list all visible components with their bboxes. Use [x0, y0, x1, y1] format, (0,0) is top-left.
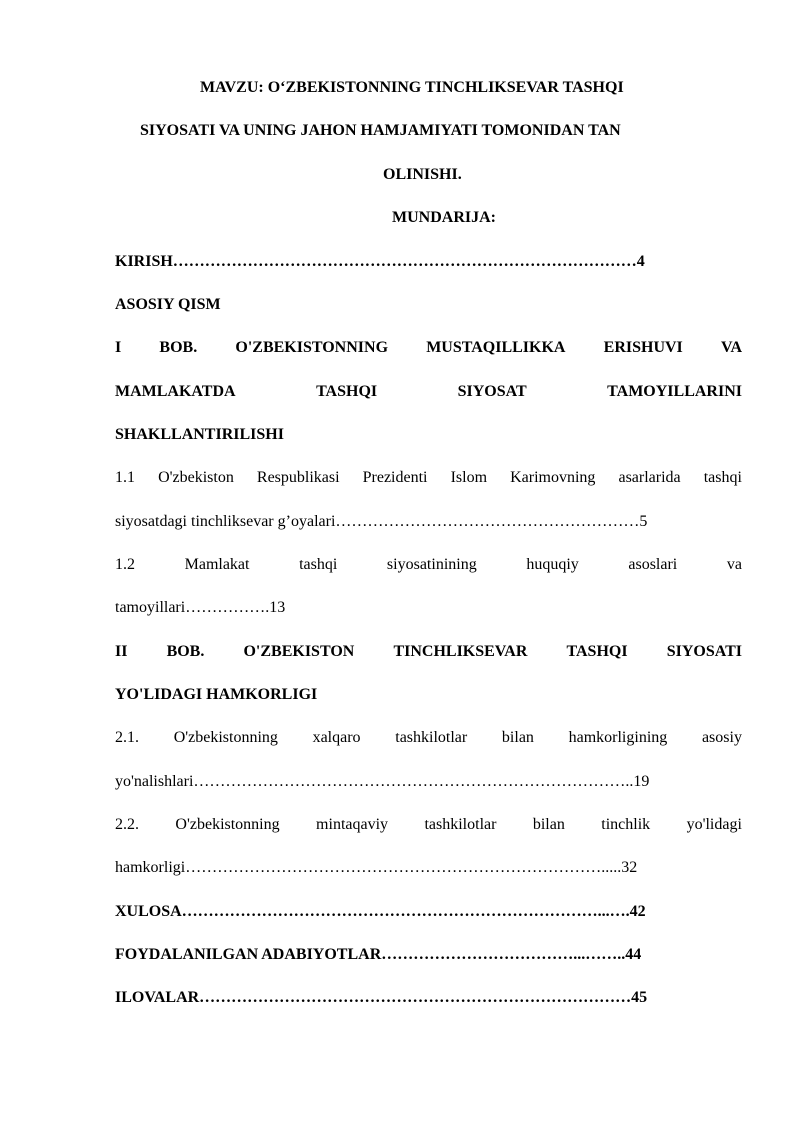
word: II [115, 643, 128, 660]
word: tashqi [299, 556, 338, 573]
word: TAMOYILLARINI [607, 383, 742, 400]
word: 1.1 [115, 469, 135, 486]
word: 2.2. [115, 816, 139, 833]
word: mintaqaviy [316, 816, 389, 833]
word: BOB. [159, 339, 198, 356]
word: va [726, 556, 742, 573]
word: MAMLAKATDA [115, 383, 236, 400]
word: Mamlakat [184, 556, 250, 573]
word: yo'lidagi [686, 816, 742, 833]
toc-chapter-2-line-2: YO'LIDAGI HAMKORLIGI [115, 686, 318, 703]
word: huquqiy [526, 556, 579, 573]
toc-chapter-1-line-2 [115, 382, 742, 402]
word: O'ZBEKISTON [243, 643, 355, 660]
word: TINCHLIKSEVAR [393, 643, 528, 660]
word: asosiy [701, 729, 742, 746]
toc-subsection-2-2-line-1 [115, 815, 742, 835]
toc-subsection-2-1-line-2: yo'nalishlari………………………………………………………………………..19 [115, 773, 650, 790]
word: SIYOSATI [666, 643, 742, 660]
word: tashkilotlar [395, 729, 468, 746]
word: tashqi [703, 469, 742, 486]
word: 2.1. [115, 729, 139, 746]
toc-chapter-1-line-1 [115, 338, 742, 358]
toc-entry-xulosa: XULOSA……………………………………………………………………...….42 [115, 903, 646, 920]
word: tashkilotlar [424, 816, 497, 833]
toc-entry-kirish: KIRISH……………………………………………………………………………4 [115, 253, 645, 270]
word: O'zbekiston [158, 469, 234, 486]
word: ERISHUVI [603, 339, 683, 356]
word: TASHQI [316, 383, 378, 400]
word: O'zbekistonning [173, 729, 278, 746]
toc-subsection-1-2-line-1 [115, 555, 742, 575]
toc-chapter-2-line-1 [115, 642, 742, 662]
word: Respublikasi [256, 469, 340, 486]
toc-entry-foydalanilgan-adabiyotlar: FOYDALANILGAN ADABIYOTLAR………………………………...……..44 [115, 946, 642, 963]
word: SIYOSAT [457, 383, 527, 400]
toc-subsection-1-1-line-2: siyosatdagi tinchliksevar g’oyalari…………………………………………………5 [115, 513, 648, 530]
word: O'ZBEKISTONNING [235, 339, 389, 356]
word: BOB. [166, 643, 205, 660]
toc-entry-ilovalar: ILOVALAR………………………………………………………………………45 [115, 989, 648, 1006]
word: 1.2 [115, 556, 135, 573]
title-line-3: OLINISHI. [383, 166, 462, 183]
toc-chapter-1-line-3: SHAKLLANTIRILISHI [115, 426, 284, 443]
toc-heading: MUNDARIJA: [392, 209, 496, 226]
word: siyosatinining [386, 556, 477, 573]
word: hamkorligining [568, 729, 668, 746]
word: VA [720, 339, 742, 356]
word: Islom [450, 469, 488, 486]
toc-subsection-1-1-line-1 [115, 468, 742, 488]
word: asoslari [628, 556, 678, 573]
word: TASHQI [566, 643, 628, 660]
word: Prezidenti [362, 469, 428, 486]
word: tinchlik [601, 816, 651, 833]
word: I [115, 339, 122, 356]
word: asarlarida [618, 469, 681, 486]
toc-subsection-2-2-line-2: hamkorligi…………………………………………………………………….....32 [115, 859, 638, 876]
word: bilan [501, 729, 534, 746]
word: MUSTAQILLIKKA [426, 339, 566, 356]
toc-section-asosiy: ASOSIY QISM [115, 296, 221, 313]
toc-subsection-1-2-line-2: tamoyillari…………….13 [115, 599, 286, 616]
title-line-2: SIYOSATI VA UNING JAHON HAMJAMIYATI TOMONIDAN TAN [140, 122, 621, 139]
title-line-1: MAVZU: O‘ZBEKISTONNING TINCHLIKSEVAR TASHQI [200, 79, 624, 96]
word: Karimovning [510, 469, 596, 486]
toc-subsection-2-1-line-1 [115, 728, 742, 748]
word: xalqaro [312, 729, 361, 746]
word: bilan [532, 816, 565, 833]
word: O'zbekistonning [175, 816, 280, 833]
